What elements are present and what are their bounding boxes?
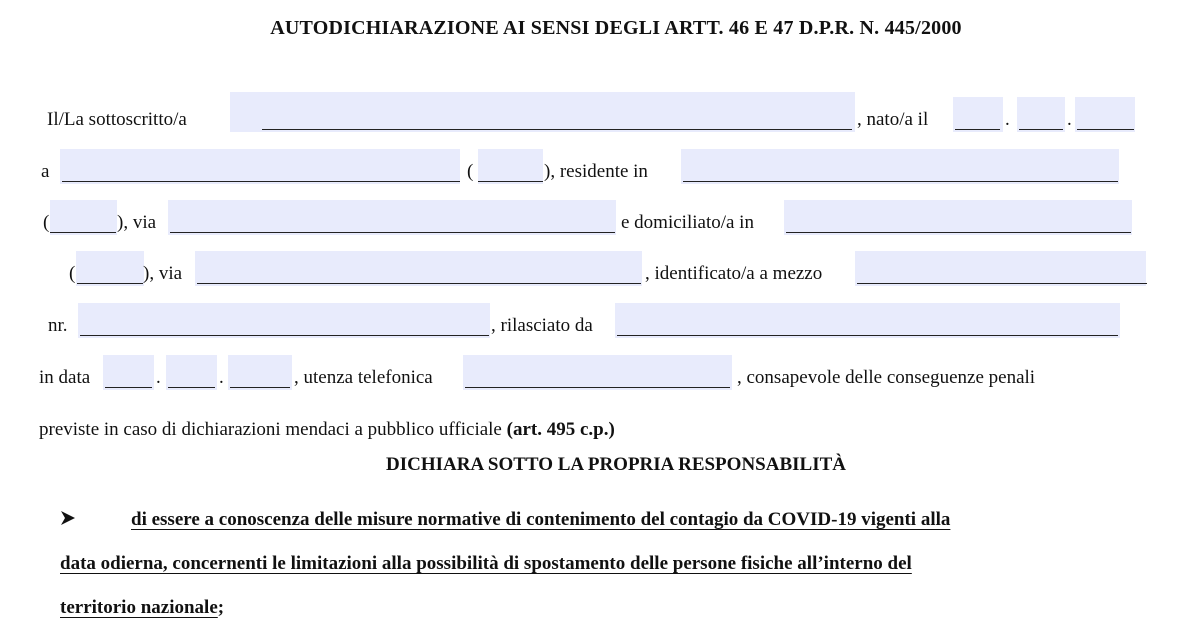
domicile-city-underline (786, 232, 1131, 233)
declaration-line-1: di essere a conoscenza delle misure normative di contenimento del contagio da COVID-19 vigenti alla (131, 509, 951, 530)
birth-year-underline (1077, 129, 1134, 130)
birth-place-underline (62, 181, 460, 182)
declaration-line-2: data odierna, concernenti le limitazioni alla possibilità di spostamento delle persone fisiche all’interno del (60, 553, 912, 574)
label-nato-il: , nato/a il (857, 109, 929, 130)
residence-city-underline (683, 181, 1118, 182)
issue-month-underline (168, 387, 215, 388)
domicile-city-field[interactable] (784, 200, 1132, 235)
declaration-line-3-end: ; (217, 597, 225, 618)
previste-text: previste in caso di dichiarazioni mendaci a pubblico ufficiale (39, 419, 502, 440)
residence-street-underline (170, 232, 615, 233)
label-consapevole: , consapevole delle conseguenze penali (737, 367, 1036, 388)
declaration-line-3 (60, 596, 224, 620)
date-separator: . (219, 367, 224, 388)
birth-province-field[interactable] (478, 149, 543, 184)
label-domiciliato-in: e domiciliato/a in (621, 212, 754, 233)
label-previste (39, 418, 615, 442)
birth-day-field[interactable] (953, 97, 1003, 132)
label-in-data: in data (39, 367, 91, 388)
domicile-province-underline (77, 283, 143, 284)
residence-street-field[interactable] (168, 200, 616, 235)
full-name-underline (262, 129, 852, 130)
issue-day-underline (105, 387, 152, 388)
birth-place-field[interactable] (60, 149, 460, 184)
paren-open: ( (69, 263, 76, 284)
document-number-field[interactable] (78, 303, 490, 338)
issue-year-underline (230, 387, 290, 388)
label-via-domicile: ), via (143, 263, 183, 284)
phone-number-underline (465, 387, 730, 388)
label-sottoscritto: Il/La sottoscritto/a (47, 109, 187, 130)
birth-year-field[interactable] (1075, 97, 1135, 132)
birth-province-underline (478, 181, 543, 182)
label-a: a (41, 161, 50, 182)
birth-month-field[interactable] (1017, 97, 1065, 132)
issue-day-field[interactable] (103, 355, 154, 390)
id-document-field[interactable] (855, 251, 1146, 286)
domicile-street-underline (197, 283, 641, 284)
art-reference: (art. 495 c.p.) (506, 419, 615, 440)
declaration-heading: DICHIARA SOTTO LA PROPRIA RESPONSABILITÀ (386, 454, 846, 475)
issued-by-underline (617, 335, 1118, 336)
document-title: AUTODICHIARAZIONE AI SENSI DEGLI ARTT. 46 E 47 D.P.R. N. 445/2000 (270, 17, 962, 39)
label-residente-in: ), residente in (544, 161, 648, 182)
residence-city-field[interactable] (681, 149, 1119, 184)
issued-by-field[interactable] (615, 303, 1120, 338)
phone-number-field[interactable] (463, 355, 732, 390)
label-identificato: , identificato/a a mezzo (645, 263, 823, 284)
date-separator: . (1067, 109, 1072, 130)
label-via-residence: ), via (117, 212, 157, 233)
label-utenza-telefonica: , utenza telefonica (294, 367, 433, 388)
issue-year-field[interactable] (228, 355, 292, 390)
declaration-line-3-text: territorio nazionale (60, 597, 218, 618)
residence-province-underline (50, 232, 116, 233)
residence-province-field[interactable] (50, 200, 117, 235)
arrowhead-bullet-icon (60, 507, 76, 531)
paren-open: ( (467, 161, 474, 182)
id-document-underline (857, 283, 1147, 284)
birth-month-underline (1019, 129, 1063, 130)
full-name-field[interactable] (230, 92, 855, 132)
domicile-province-field[interactable] (76, 251, 144, 286)
document-number-underline (80, 335, 489, 336)
birth-day-underline (955, 129, 1000, 130)
issue-month-field[interactable] (166, 355, 217, 390)
date-separator: . (1005, 109, 1010, 130)
paren-open: ( (43, 212, 50, 233)
label-nr: nr. (48, 315, 68, 336)
domicile-street-field[interactable] (195, 251, 642, 286)
label-rilasciato-da: , rilasciato da (491, 315, 593, 336)
date-separator: . (156, 367, 161, 388)
